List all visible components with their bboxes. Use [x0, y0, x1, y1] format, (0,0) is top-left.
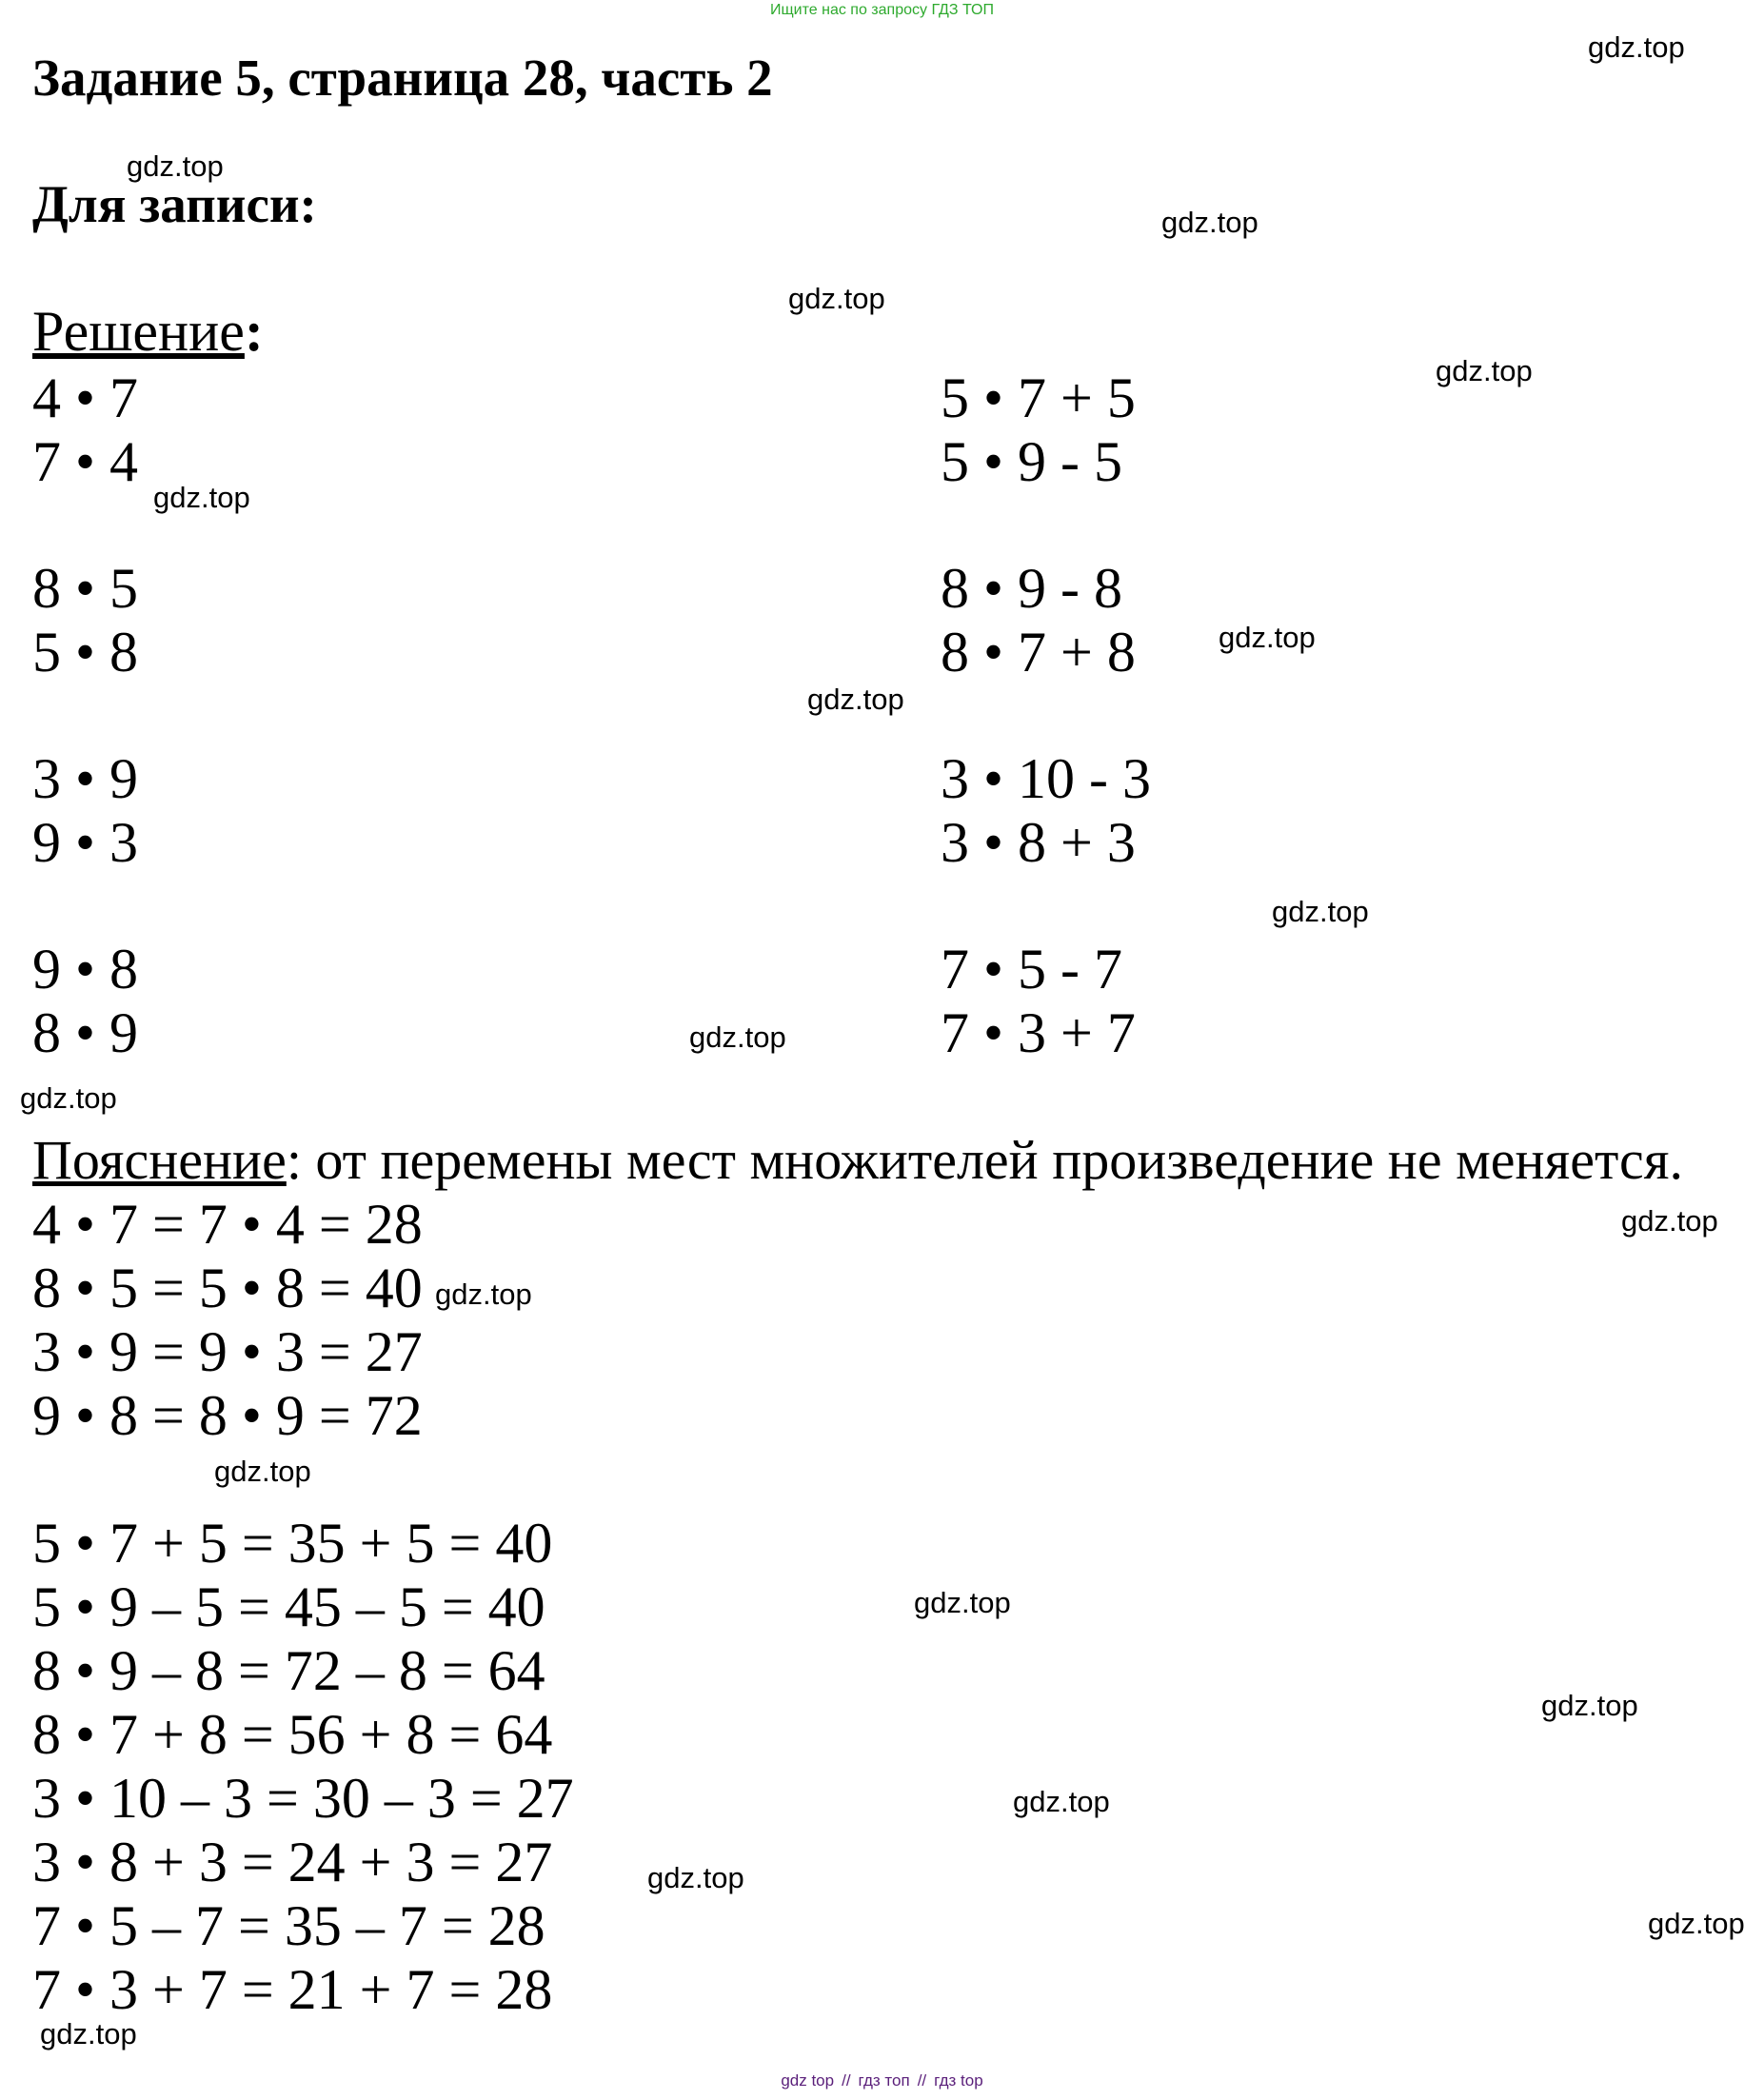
expression-result: 7 • 5 – 7 = 35 – 7 = 28 [32, 1894, 545, 1957]
right-expression: 8 • 9 - 8 [941, 557, 1122, 620]
left-expression: 3 • 9 [32, 747, 139, 810]
for-record-heading: Для записи: [32, 175, 317, 233]
watermark: gdz.top [1436, 354, 1533, 387]
expression-result: 3 • 10 – 3 = 30 – 3 = 27 [32, 1767, 574, 1830]
solution-label: Решение [32, 300, 245, 363]
right-expression: 7 • 5 - 7 [941, 938, 1122, 1000]
commutative-result: 8 • 5 = 5 • 8 = 40 [32, 1257, 423, 1319]
left-expression: 8 • 5 [32, 557, 139, 620]
footer-link-c: гдз top [934, 2071, 983, 2090]
commutative-result: 3 • 9 = 9 • 3 = 27 [32, 1320, 423, 1383]
left-expression: 9 • 8 [32, 938, 139, 1000]
watermark: gdz.top [788, 282, 885, 315]
footer-separator: // [917, 2071, 927, 2090]
explanation-text: : от перемены мест множителей произведение не меняется. [286, 1129, 1683, 1191]
watermark: gdz.top [214, 1455, 311, 1488]
right-expression: 5 • 7 + 5 [941, 367, 1136, 429]
right-expression: 3 • 10 - 3 [941, 747, 1151, 810]
expression-result: 5 • 7 + 5 = 35 + 5 = 40 [32, 1512, 553, 1575]
watermark: gdz.top [1272, 895, 1369, 928]
watermark: gdz.top [647, 1861, 744, 1894]
expression-result: 3 • 8 + 3 = 24 + 3 = 27 [32, 1831, 553, 1893]
watermark: gdz.top [1621, 1204, 1718, 1238]
expression-result: 7 • 3 + 7 = 21 + 7 = 28 [32, 1958, 553, 2021]
watermark: gdz.top [20, 1081, 117, 1115]
watermark: gdz.top [1541, 1689, 1638, 1722]
watermark: gdz.top [807, 683, 904, 716]
commutative-result: 9 • 8 = 8 • 9 = 72 [32, 1384, 423, 1447]
left-expression: 5 • 8 [32, 621, 139, 683]
watermark: gdz.top [1219, 621, 1316, 654]
solution-heading [32, 299, 264, 365]
watermark: gdz.top [435, 1278, 532, 1311]
watermark: gdz.top [1161, 206, 1259, 239]
top-banner: Ищите нас по запросу ГДЗ ТОП [770, 2, 994, 18]
solution-colon: : [244, 300, 264, 363]
page-title: Задание 5, страница 28, часть 2 [32, 49, 773, 107]
right-expression: 3 • 8 + 3 [941, 811, 1136, 874]
watermark: gdz.top [1588, 30, 1685, 64]
right-expression: 8 • 7 + 8 [941, 621, 1136, 683]
footer-separator: // [842, 2071, 851, 2090]
watermark: gdz.top [1648, 1907, 1745, 1940]
explanation-label: Пояснение [32, 1129, 287, 1191]
left-expression: 7 • 4 [32, 430, 139, 493]
watermark: gdz.top [689, 1020, 786, 1054]
expression-result: 5 • 9 – 5 = 45 – 5 = 40 [32, 1575, 545, 1638]
expression-result: 8 • 7 + 8 = 56 + 8 = 64 [32, 1703, 553, 1766]
left-expression: 4 • 7 [32, 367, 139, 429]
watermark: gdz.top [153, 481, 250, 514]
footer [0, 2071, 1764, 2090]
right-expression: 7 • 3 + 7 [941, 1001, 1136, 1064]
watermark: gdz.top [127, 149, 224, 183]
footer-link-a: gdz top [781, 2071, 835, 2090]
footer-link-b: гдз топ [858, 2071, 910, 2090]
watermark: gdz.top [40, 2017, 137, 2050]
left-expression: 9 • 3 [32, 811, 139, 874]
expression-result: 8 • 9 – 8 = 72 – 8 = 64 [32, 1639, 545, 1702]
right-expression: 5 • 9 - 5 [941, 430, 1122, 493]
explanation [32, 1128, 1683, 1192]
watermark: gdz.top [914, 1586, 1011, 1619]
watermark: gdz.top [1013, 1785, 1110, 1818]
commutative-result: 4 • 7 = 7 • 4 = 28 [32, 1193, 423, 1256]
left-expression: 8 • 9 [32, 1001, 139, 1064]
